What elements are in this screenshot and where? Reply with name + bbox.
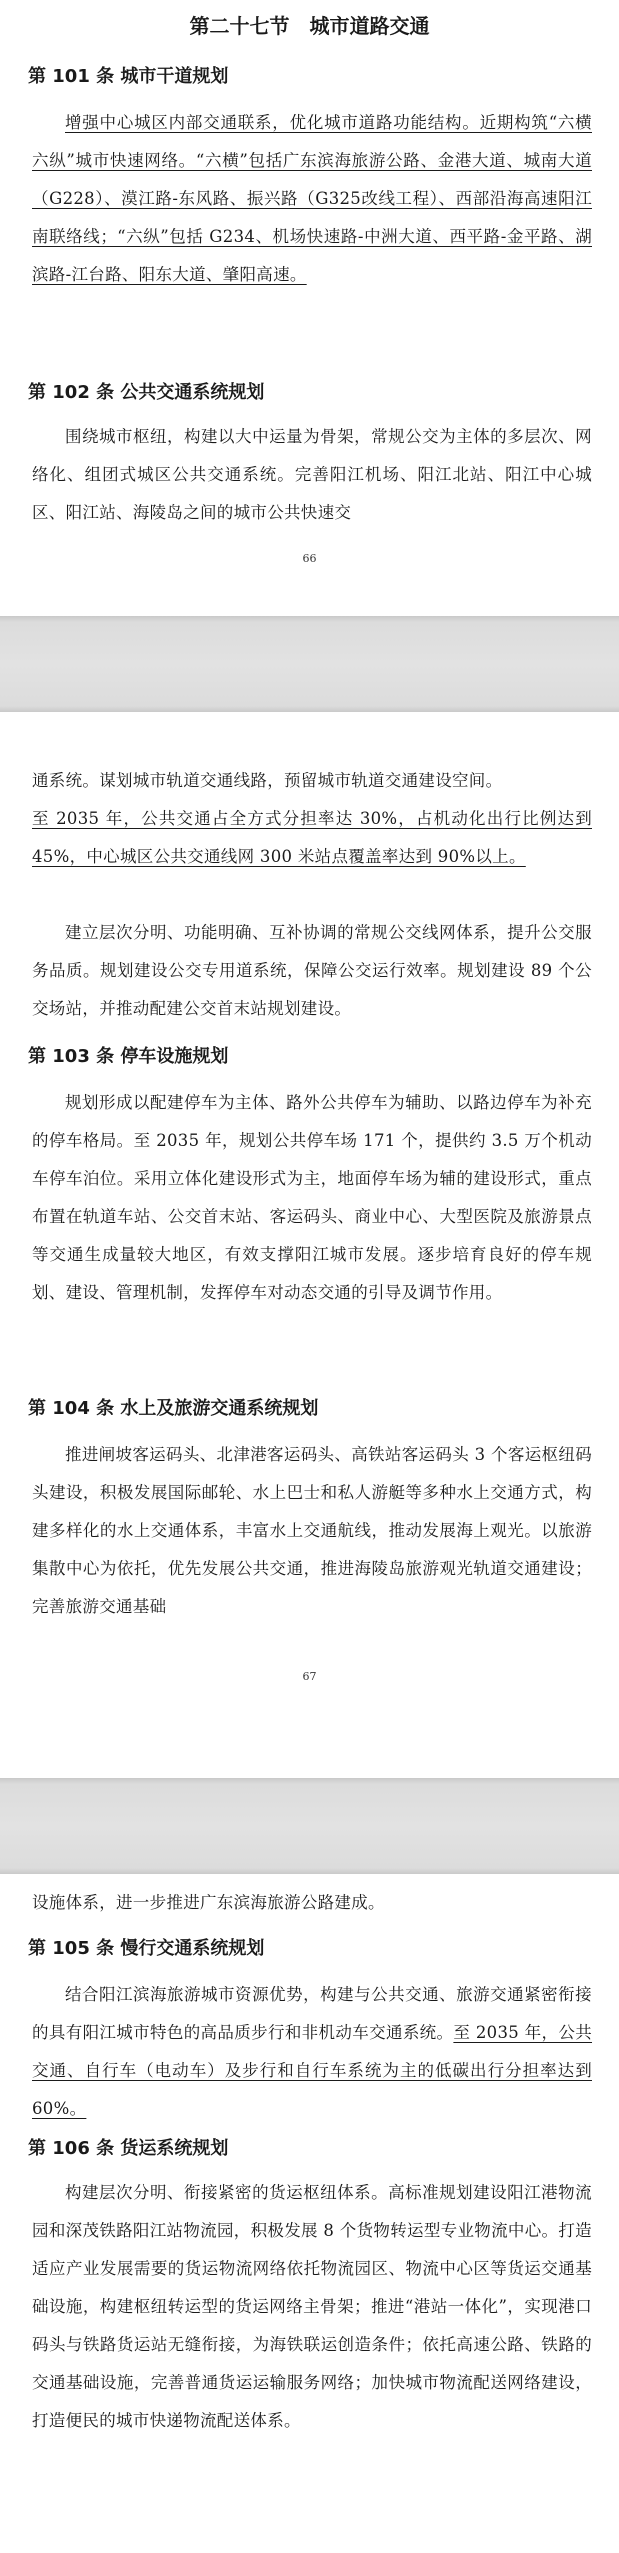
article-105-heading: 第 105 条 慢行交通系统规划 (28, 1938, 265, 1959)
article-106-heading: 第 106 条 货运系统规划 (28, 2138, 229, 2159)
article-102-paragraph-2: 建立层次分明、功能明确、互补协调的常规公交线网体系，提升公交服务品质。规划建设公交专用道系统，保障公交运行效率。规划建设 89 个公交场站，并推动配建公交首末站规划建设。 (32, 923, 592, 1018)
article-101-paragraph: 增强中心城区内部交通联系，优化城市道路功能结构。近期构筑“六横六纵”城市快速网络。“六横”包括广东滨海旅游公路、金港大道、城南大道（G228）、漠江路-东风路、振兴路（G325改线工程）、西部沿海高速阳江南联络线；“六纵”包括 G234、机场快速路-中洲大道、西平路-金平路、湖滨路-江台路、阳东大道、肇阳高速。 (32, 113, 592, 284)
article-105-target-2035: 至 2035 年，公共交通、自行车（电动车）及步行和自行车系统为主的低碳出行分担率达到 60%。 (32, 2023, 593, 2118)
article-102-target-2035: 至 2035 年，公共交通占全方式分担率达 30%，占机动化出行比例达到 45%，中心城区公共交通线网 300 米站点覆盖率达到 90%以上。 (32, 809, 592, 866)
article-103-heading: 第 103 条 停车设施规划 (28, 1046, 229, 1067)
page-gap (0, 1778, 619, 1874)
article-102-paragraph-part1: 围绕城市枢纽，构建以大中运量为骨架，常规公交为主体的多层次、网络化、组团式城区公共交通系统。完善阳江机场、阳江北站、阳江中心城区、阳江站、海陵岛之间的城市公共快速交 (32, 427, 592, 522)
section-title: 第二十七节 城市道路交通 (189, 14, 430, 38)
page-66 (0, 0, 619, 616)
article-106-paragraph: 构建层次分明、衔接紧密的货运枢纽体系。高标准规划建设阳江港物流园和深茂铁路阳江站物流园，积极发展 8 个货物转运型专业物流中心。打造适应产业发展需要的货运物流网络依托物流园区、物流中心区等货运交通基础设施，构建枢纽转运型的货运网络主骨架；推进“港站一体化”，实现港口码头与铁路货运站无缝衔接，为海铁联运创造条件；依托高速公路、铁路的交通基础设施，完善普通货运运输服务网络；加快城市物流配送网络建设，打造便民的城市快递物流配送体系。 (32, 2183, 592, 2430)
page-number-67: 67 (302, 1670, 317, 1683)
page-gap (0, 616, 619, 712)
page-68 (0, 1874, 619, 2553)
page-number-66: 66 (302, 552, 317, 565)
article-102-paragraph-part2: 通系统。谋划城市轨道交通线路，预留城市轨道交通建设空间。 (32, 771, 503, 790)
article-102-heading: 第 102 条 公共交通系统规划 (28, 382, 265, 403)
article-104-paragraph-part2: 设施体系，进一步推进广东滨海旅游公路建成。 (32, 1893, 385, 1912)
article-103-paragraph: 规划形成以配建停车为主体、路外公共停车为辅助、以路边停车为补充的停车格局。至 2035 年，规划公共停车场 171 个，提供约 3.5 万个机动车停车泊位。采用立体化建设形式为主，地面停车场为辅的建设形式，重点布置在轨道车站、公交首末站、客运码头、商业中心、大型医院及旅游景点等交通生成量较大地区，有效支撑阳江城市发展。逐步培育良好的停车规划、建设、管理机制，发挥停车对动态交通的引导及调节作用。 (32, 1093, 592, 1302)
article-104-paragraph-part1: 推进闸坡客运码头、北津港客运码头、高铁站客运码头 3 个客运枢纽码头建设，积极发展国际邮轮、水上巴士和私人游艇等多种水上交通方式，构建多样化的水上交通体系，丰富水上交通航线，推动发展海上观光。以旅游集散中心为依托，优先发展公共交通，推进海陵岛旅游观光轨道交通建设；完善旅游交通基础 (32, 1445, 592, 1616)
article-105-text: 结合阳江滨海旅游城市资源优势，构建与公共交通、旅游交通紧密衔接的具有阳江城市特色的高品质步行和非机动车交通系统。 (32, 1985, 592, 2042)
article-104-heading: 第 104 条 水上及旅游交通系统规划 (28, 1398, 319, 1419)
page-67 (0, 712, 619, 1778)
article-105-paragraph (32, 1976, 592, 2128)
article-101-heading: 第 101 条 城市干道规划 (28, 66, 229, 87)
